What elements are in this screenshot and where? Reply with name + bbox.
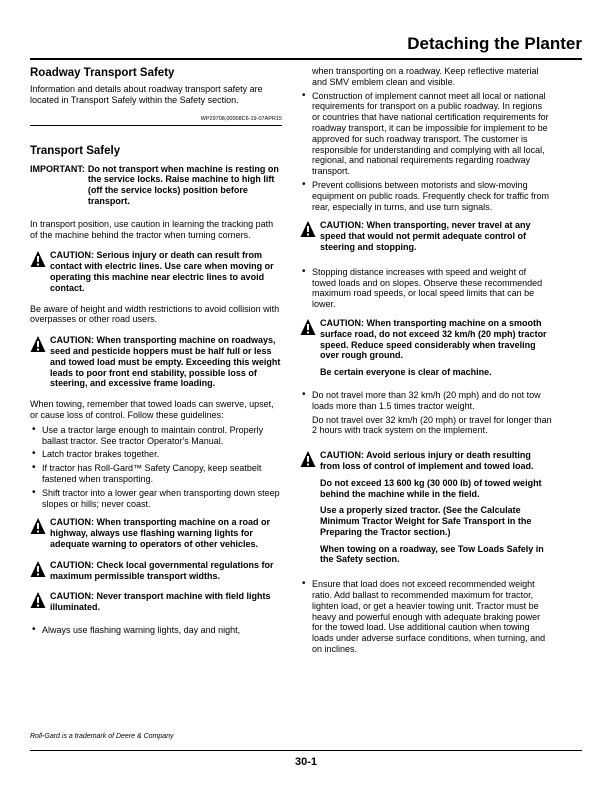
caution-main: CAUTION: When transporting machine on a smooth surface road, do not exceed 32 km/h (20 mph) tractor speed. Reduce speed considerably when traveling over rough ground.	[320, 317, 547, 361]
warning-triangle-icon	[30, 250, 46, 268]
important-label: IMPORTANT:	[30, 163, 85, 174]
warning-triangle-icon	[30, 335, 46, 353]
caution-block	[30, 250, 282, 293]
list-item: • Do not travel more than 32 km/h (20 mph) and do not tow loads more than 1.5 times tractor weight.	[300, 390, 552, 412]
list-item: • Latch tractor brakes together.	[30, 449, 282, 460]
guideline-list	[300, 579, 552, 655]
page-title: Detaching the Planter	[407, 34, 582, 53]
guideline-list	[30, 425, 282, 510]
trademark-footnote: Roll-Gard is a trademark of Deere & Company	[30, 733, 174, 740]
caution-block	[30, 517, 282, 549]
warning-triangle-icon	[30, 560, 46, 578]
list-item: • Shift tractor into a lower gear when transporting down steep slopes or hills; never coast.	[30, 488, 282, 510]
list-item: • Use a tractor large enough to maintain control. Properly ballast tractor. See tractor Operator's Manual.	[30, 425, 282, 447]
caution-block	[30, 335, 282, 389]
caution-text: CAUTION: When transporting machine on a road or highway, always use flashing warning lights for adequate warning to operators of other vehicles.	[50, 517, 271, 549]
caution-extra: Do not exceed 13 600 kg (30 000 lb) of towed weight behind the machine while in the field.	[320, 477, 542, 499]
warning-triangle-icon	[300, 318, 316, 336]
warning-triangle-icon	[300, 450, 316, 468]
caution-block	[30, 560, 282, 582]
caution-extra: Use a properly sized tractor. (See the Calculate Minimum Tractor Weight for Safe Transport in the Preparing the Tractor section.)	[320, 505, 532, 537]
guideline-list	[300, 390, 552, 412]
caution-text: CAUTION: Serious injury or death can result from contact with electric lines. Use care when moving or operating this machine near electric lines to avoid contact.	[50, 250, 274, 293]
caution-block	[300, 318, 552, 378]
roadway-heading: Roadway Transport Safety	[30, 67, 175, 79]
list-item: • Construction of implement cannot meet all local or national requirements for transport on a public roadway. In regions or countries that have national certification requirements for roadway transport, it can be impossible for implement to be approved for such roadway transport. The customer is responsible for understanding and complying with all local, regional, and national requirements regarding roadway transport.	[300, 91, 552, 177]
caution-block	[30, 591, 282, 613]
caution-block	[300, 220, 552, 252]
guideline-list	[30, 625, 282, 636]
caution-text: CAUTION: Check local governmental regulations for maximum permissible transport widths.	[50, 559, 274, 581]
caution-block	[300, 450, 552, 565]
left-column	[30, 66, 282, 644]
list-item: • Prevent collisions between motorists and slow-moving equipment on public roads. Frequently check for traffic from rear, especially in turns, and use turn signals.	[300, 180, 552, 212]
caution-main: CAUTION: Avoid serious injury or death resulting from loss of control of implement and towed load.	[320, 450, 534, 471]
continued-text: when transporting on a roadway. Keep reflective material and SMV emblem clean and visible.	[312, 66, 539, 87]
transport-heading: Transport Safely	[30, 144, 121, 157]
important-text: Do not transport when machine is resting on the service locks. Raise machine to high lift (off the service locks) position before transport.	[87, 163, 279, 206]
right-column	[300, 66, 552, 663]
warning-triangle-icon	[300, 220, 316, 238]
caution-extra: Be certain everyone is clear of machine.	[320, 367, 492, 378]
caution-text: CAUTION: When transporting machine on roadways, seed and pesticide hoppers must be half full or less and towed load must be empty. Exceeding this weight leads to poor front end stability, possible loss of steering, and excessive frame loading.	[50, 335, 281, 389]
caution-text	[320, 318, 552, 378]
warning-triangle-icon	[30, 591, 46, 609]
list-item: • If tractor has Roll-Gard™ Safety Canopy, keep seatbelt fastened when transporting.	[30, 463, 282, 485]
roadway-text: Information and details about roadway transport safety are located in Transport Safely within the Safety section.	[30, 84, 263, 105]
caution-text	[320, 450, 552, 565]
list-item: • Stopping distance increases with speed and weight of towed loads and on slopes. Observe these recommended maximum road speeds, or local speed limits that can be lower.	[300, 267, 552, 310]
caution-extra: When towing on a roadway, see Tow Loads Safely in the Safety section.	[320, 543, 544, 565]
title-rule	[30, 58, 582, 60]
guideline-list	[300, 91, 552, 213]
paragraph: In transport position, use caution in learning the tracking path of the machine behind the tractor when turning corners.	[30, 218, 274, 240]
warning-triangle-icon	[30, 517, 46, 535]
caution-text: CAUTION: When transporting, never travel at any speed that would not permit adequate control of steering and stopping.	[320, 220, 531, 252]
caution-text: CAUTION: Never transport machine with field lights illuminated.	[50, 591, 271, 613]
page-number: 30-1	[294, 756, 318, 768]
list-subtext: Do not travel over 32 km/h (20 mph) or travel for longer than 2 hours with track system on the implement.	[312, 414, 552, 436]
paragraph: Be aware of height and width restrictions to avoid collision with overpasses or other road users.	[30, 303, 280, 325]
reference-code: WP29708,00008C6-19-07APR15	[200, 115, 282, 122]
list-item: • Always use flashing warning lights, day and night,	[30, 625, 282, 636]
list-item: • Ensure that load does not exceed recommended weight ratio. Add ballast to recommended maximum for tractor, lighten load, or get a heavier towing unit. Tractor must be heavy and powerful enough with adequate braking power for the towed load. Use additional caution when towing loads under adverse surface conditions, when turning, and on inclines.	[300, 579, 552, 655]
guideline-list	[300, 267, 552, 310]
paragraph: When towing, remember that towed loads can swerve, upset, or cause loss of control. Follow these guidelines:	[30, 399, 274, 420]
important-note	[30, 164, 282, 207]
section-rule	[30, 125, 282, 126]
footer-rule	[30, 750, 582, 751]
